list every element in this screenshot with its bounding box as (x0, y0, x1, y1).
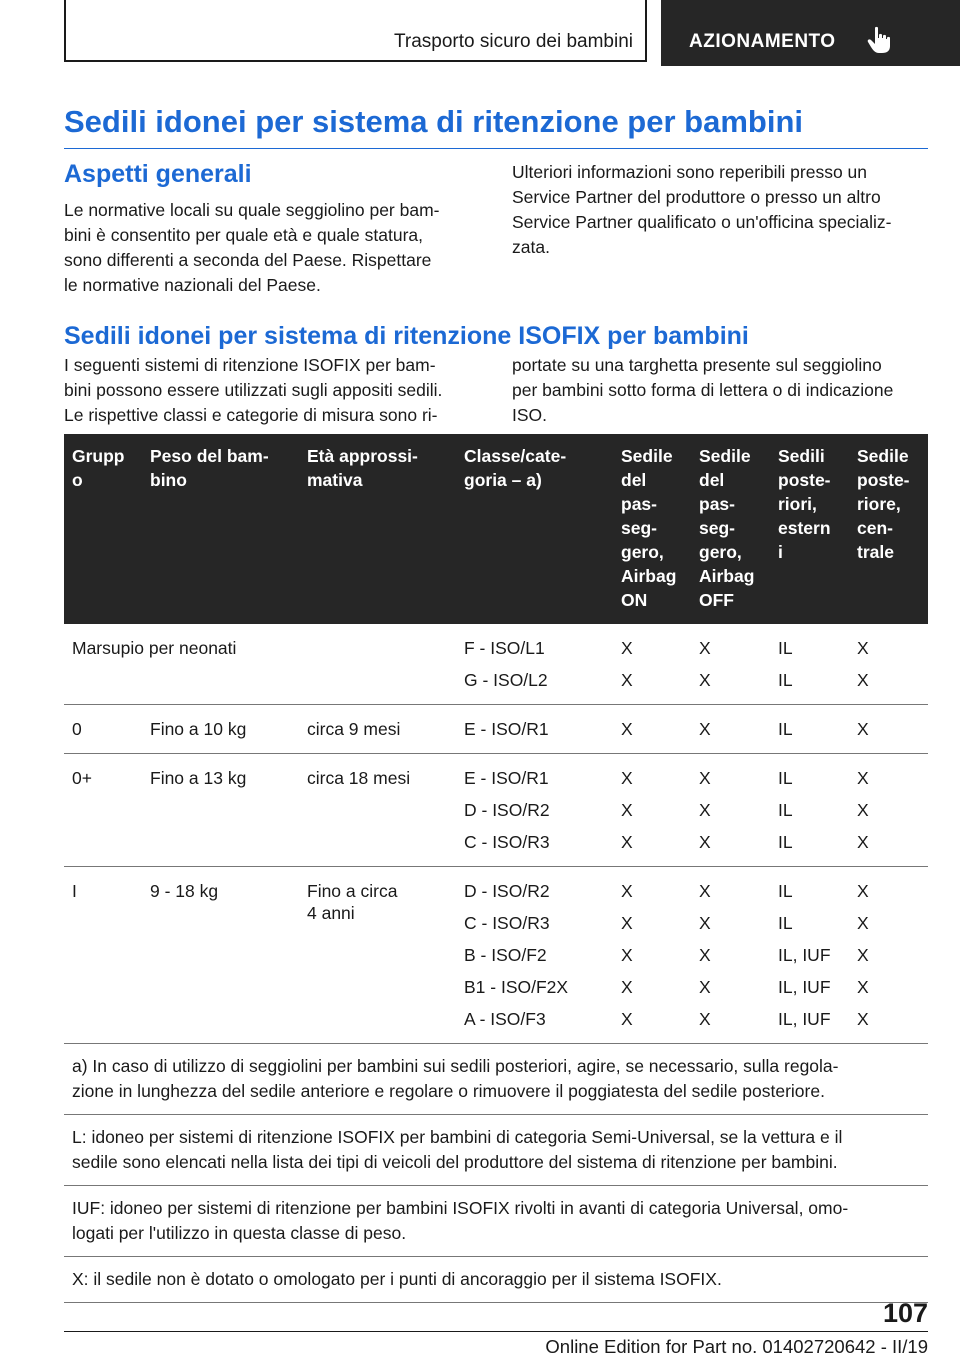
cell-group (64, 624, 456, 705)
header-line: pas- (621, 494, 657, 514)
cell-airbag-off (691, 754, 770, 867)
header-line: gero, (621, 542, 664, 562)
footer-divider (64, 1331, 928, 1332)
cell-line: X (699, 832, 711, 852)
cell-line: X (621, 913, 633, 933)
cell-line: X (699, 768, 711, 788)
section2-left-text (64, 353, 494, 428)
header-line: Età approssi- (307, 446, 418, 466)
section2-right-text (512, 353, 942, 428)
cell-outer (770, 624, 849, 705)
cell-class (456, 624, 613, 705)
cell-line: IL (778, 719, 793, 739)
cell-outer (770, 705, 849, 754)
note-cell (64, 1115, 928, 1186)
header-line: trale (857, 542, 894, 562)
cell-line: X (857, 719, 869, 739)
note-cell (64, 1257, 928, 1303)
text-line: I seguenti sistemi di ritenzione ISOFIX per bam- (64, 355, 436, 375)
header-line: Sedile (857, 446, 909, 466)
footer-edition: Online Edition for Part no. 01402720642 - II/19 (545, 1336, 928, 1357)
cell-line: X (857, 832, 869, 852)
cell-line: IL (778, 913, 793, 933)
cell-line: X (857, 670, 869, 690)
cell-line: X (621, 638, 633, 658)
cell-age (299, 754, 456, 867)
section1-left-text (64, 198, 484, 298)
cell-airbag-on (613, 867, 691, 1044)
cell-line: D - ISO/R2 (464, 881, 550, 901)
cell-line: IL, IUF (778, 945, 831, 965)
cell-line: D - ISO/R2 (464, 800, 550, 820)
text-line: Service Partner del produttore o presso un altro (512, 187, 881, 207)
header-line: pas- (699, 494, 735, 514)
section-heading-isofix: Sedili idonei per sistema di ritenzione ISOFIX per bambini (64, 322, 749, 350)
cell-line: E - ISO/R1 (464, 768, 549, 788)
cell-line: IL (778, 881, 793, 901)
isofix-table (64, 434, 928, 1303)
cell-line: X (857, 638, 869, 658)
header-line: Sedile (699, 446, 751, 466)
cell-line: G - ISO/L2 (464, 670, 548, 690)
cell-line: E - ISO/R1 (464, 719, 549, 739)
cell-line: X (857, 881, 869, 901)
cell-class (456, 754, 613, 867)
cell-line: X (621, 945, 633, 965)
header-line: del (699, 470, 725, 490)
cell-text: Fino a 10 kg (150, 719, 247, 739)
note-line: logati per l'utilizzo in questa classe di peso. (72, 1223, 407, 1243)
cell-line: X (699, 1009, 711, 1029)
cell-line: X (699, 881, 711, 901)
cell-text: 9 - 18 kg (150, 881, 219, 901)
cell-line: X (621, 832, 633, 852)
table-header-row (64, 434, 928, 624)
header-line: Airbag (699, 566, 755, 586)
note-line: a) In caso di utilizzo di seggiolini per bambini sui sedili posteriori, agire, se necessario, sulla regola- (72, 1056, 839, 1076)
header-rear-center (849, 434, 928, 624)
cell-center (849, 624, 928, 705)
cell-center (849, 754, 928, 867)
table-row (64, 867, 928, 1044)
cell-line: B1 - ISO/F2X (464, 977, 569, 997)
header-line: Peso del bam- (150, 446, 269, 466)
note-cell (64, 1044, 928, 1115)
header-rear-outer (770, 434, 849, 624)
cell-line: B - ISO/F2 (464, 945, 547, 965)
cell-line: IL, IUF (778, 977, 831, 997)
table-row (64, 624, 928, 705)
cell-line: X (621, 1009, 633, 1029)
header-line: Classe/cate- (464, 446, 567, 466)
cell-center (849, 705, 928, 754)
breadcrumb-box (64, 0, 647, 62)
page-title: Sedili idonei per sistema di ritenzione per bambini (64, 104, 928, 149)
cell-line: IL (778, 670, 793, 690)
text-line: bini è consentito per quale età e quale statura, (64, 225, 423, 245)
cell-line: X (699, 800, 711, 820)
header-line: OFF (699, 590, 734, 610)
cell-line: X (621, 719, 633, 739)
cell-group (64, 867, 142, 1044)
cell-airbag-off (691, 867, 770, 1044)
header-line: poste- (778, 470, 831, 490)
cell-line: X (621, 977, 633, 997)
cell-line: X (857, 977, 869, 997)
cell-line: IL (778, 638, 793, 658)
cell-text: I (72, 881, 77, 901)
cell-line: IL (778, 800, 793, 820)
cell-text: 0 (72, 719, 82, 739)
text-line: ISO. (512, 405, 548, 425)
cell-text: 0+ (72, 768, 92, 788)
cell-line: X (699, 670, 711, 690)
cell-center (849, 867, 928, 1044)
cell-airbag-on (613, 705, 691, 754)
text-line: per bambini sotto forma di lettera o di indicazione (512, 380, 894, 400)
cell-line: X (699, 913, 711, 933)
table-row (64, 705, 928, 754)
cell-class (456, 867, 613, 1044)
header-line: mativa (307, 470, 363, 490)
header-line: riori, (778, 494, 817, 514)
header-line: seg- (621, 518, 657, 538)
header-age (299, 434, 456, 624)
cell-age (299, 705, 456, 754)
text-line: zata. (512, 237, 550, 257)
cell-line: X (621, 881, 633, 901)
section1-right-text (512, 160, 932, 260)
section-tab (661, 0, 960, 66)
header-line: i (778, 542, 783, 562)
header-line: Airbag (621, 566, 677, 586)
page-number: 107 (882, 1298, 928, 1328)
cell-line: X (857, 913, 869, 933)
section-tab-label: AZIONAMENTO (689, 31, 836, 52)
cell-weight (142, 705, 299, 754)
text-line: Service Partner qualificato o un'officina specializ- (512, 212, 892, 232)
cell-line: X (857, 945, 869, 965)
text-line: portate su una targhetta presente sul seggiolino (512, 355, 882, 375)
header-line: del (621, 470, 647, 490)
cell-line: X (699, 719, 711, 739)
text-line: Ulteriori informazioni sono reperibili presso un (512, 162, 868, 182)
cell-line: IL (778, 768, 793, 788)
cell-weight (142, 754, 299, 867)
header-line: cen- (857, 518, 893, 538)
header-line: riore, (857, 494, 901, 514)
header-line: seg- (699, 518, 735, 538)
header-line: poste- (857, 470, 910, 490)
table-row (64, 754, 928, 867)
cell-line: C - ISO/R3 (464, 832, 550, 852)
cell-line: 4 anni (307, 903, 355, 923)
cell-weight (142, 867, 299, 1044)
header-passenger-airbag-on (613, 434, 691, 624)
header-weight (142, 434, 299, 624)
cell-line: X (621, 670, 633, 690)
note-line: IUF: idoneo per sistemi di ritenzione per bambini ISOFIX rivolti in avanti di categoria Universal, omo- (72, 1198, 849, 1218)
cell-line: X (857, 1009, 869, 1029)
cell-group (64, 705, 142, 754)
text-line: sono differenti a seconda del Paese. Rispettare (64, 250, 432, 270)
cell-airbag-off (691, 624, 770, 705)
note-line: sedile sono elencati nella lista dei tipi di veicoli del produttore del sistema di ritenzione per bambini. (72, 1152, 838, 1172)
header-line: Sedile (621, 446, 673, 466)
header-line: gero, (699, 542, 742, 562)
cell-line: Fino a circa (307, 881, 398, 901)
cell-line: circa 9 mesi (307, 719, 401, 739)
text-line: Le rispettive classi e categorie di misura sono ri- (64, 405, 438, 425)
breadcrumb: Trasporto sicuro dei bambini (393, 31, 633, 52)
cell-group (64, 754, 142, 867)
cell-line: F - ISO/L1 (464, 638, 545, 658)
cell-line: X (699, 945, 711, 965)
cell-text: Marsupio per neonati (72, 638, 237, 658)
table-note-row (64, 1044, 928, 1115)
header-class (456, 434, 613, 624)
header-line: estern (778, 518, 831, 538)
cell-line: circa 18 mesi (307, 768, 411, 788)
cell-line: IL, IUF (778, 1009, 831, 1029)
cell-line: X (699, 638, 711, 658)
cell-line: X (699, 977, 711, 997)
section-heading-general: Aspetti generali (64, 160, 252, 188)
cell-airbag-on (613, 754, 691, 867)
text-line: Le normative locali su quale seggiolino per bam- (64, 200, 440, 220)
page-header (64, 0, 960, 66)
note-line: zione in lunghezza del sedile anteriore e regolare o rimuovere il poggiatesta del sedile posteriore. (72, 1081, 825, 1101)
text-line: bini possono essere utilizzati sugli appositi sedili. (64, 380, 443, 400)
cell-age (299, 867, 456, 1044)
cell-line: A - ISO/F3 (464, 1009, 546, 1029)
header-line: Grupp (72, 446, 125, 466)
header-line: Sedili (778, 446, 825, 466)
cell-line: C - ISO/R3 (464, 913, 550, 933)
header-line: ON (621, 590, 648, 610)
header-group (64, 434, 142, 624)
cell-outer (770, 754, 849, 867)
table-note-row (64, 1186, 928, 1257)
header-line: goria – a) (464, 470, 542, 490)
cell-line: X (857, 800, 869, 820)
cell-airbag-off (691, 705, 770, 754)
header-line: bino (150, 470, 187, 490)
table-note-row (64, 1257, 928, 1303)
cell-line: IL (778, 832, 793, 852)
cell-outer (770, 867, 849, 1044)
cell-airbag-on (613, 624, 691, 705)
cell-line: X (621, 800, 633, 820)
cell-text: Fino a 13 kg (150, 768, 247, 788)
cell-line: X (621, 768, 633, 788)
note-line: L: idoneo per sistemi di ritenzione ISOFIX per bambini di categoria Semi-Universal, se la vettura e il (72, 1127, 843, 1147)
cell-class (456, 705, 613, 754)
cell-line: X (857, 768, 869, 788)
note-line: X: il sedile non è dotato o omologato per i punti di ancoraggio per il sistema ISOFIX. (72, 1269, 722, 1289)
note-cell (64, 1186, 928, 1257)
hand-pointer-icon (867, 26, 893, 54)
header-passenger-airbag-off (691, 434, 770, 624)
header-line: o (72, 470, 83, 490)
text-line: le normative nazionali del Paese. (64, 275, 321, 295)
table-note-row (64, 1115, 928, 1186)
